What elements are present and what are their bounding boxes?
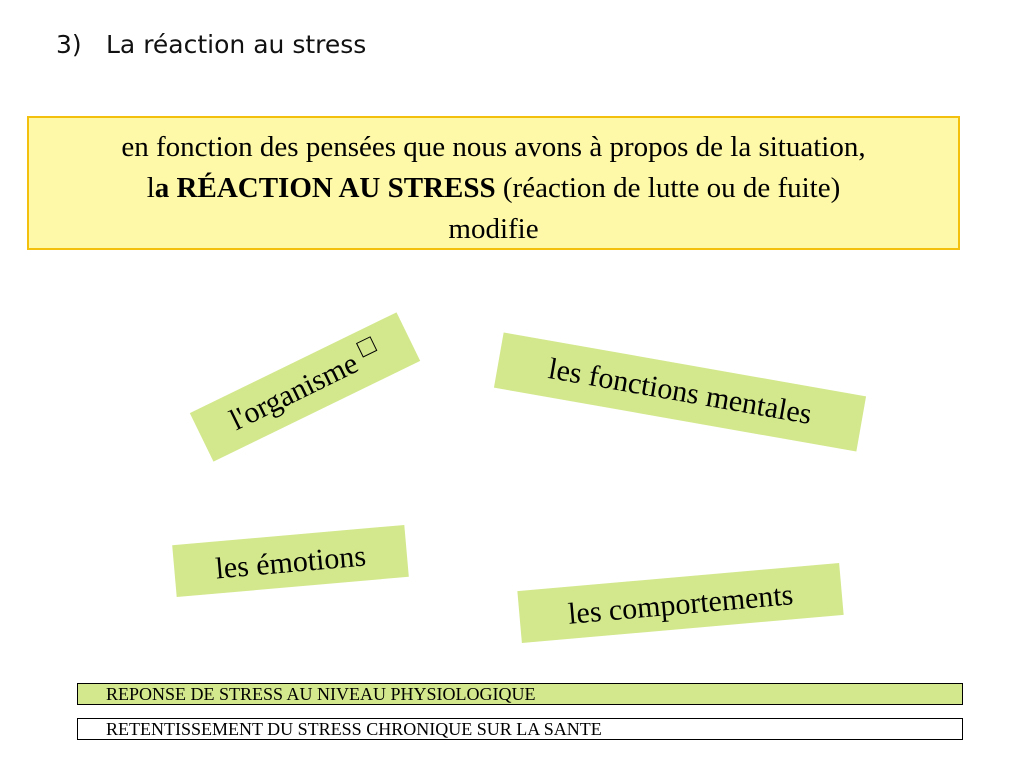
link-retentissement-sante-label: RETENTISSEMENT DU STRESS CHRONIQUE SUR LA SANTE xyxy=(106,719,602,739)
slide-title-text: La réaction au stress xyxy=(106,30,367,59)
tag-organisme-label: l'organisme xyxy=(224,346,364,437)
link-retentissement-sante[interactable] xyxy=(77,718,963,740)
intro-line-2-prefix: l xyxy=(146,172,155,204)
link-reponse-physiologique[interactable] xyxy=(77,683,963,705)
intro-line-3: modifie xyxy=(448,213,539,245)
tag-fonctions-mentales xyxy=(494,332,866,451)
tag-emotions xyxy=(172,525,409,597)
slide-title xyxy=(56,30,366,59)
tag-comportements xyxy=(517,563,843,643)
checkbox-icon xyxy=(356,336,377,357)
intro-box xyxy=(27,116,960,250)
intro-keyword: a RÉACTION AU STRESS xyxy=(154,172,496,204)
tag-emotions-label: les émotions xyxy=(214,539,368,586)
tag-organisme xyxy=(190,312,420,461)
link-reponse-physiologique-label: REPONSE DE STRESS AU NIVEAU PHYSIOLOGIQUE xyxy=(106,684,536,704)
slide-title-number: 3) xyxy=(56,30,82,59)
intro-line-2 xyxy=(29,168,958,209)
tag-comportements-label: les comportements xyxy=(566,578,795,631)
intro-line-1: en fonction des pensées que nous avons à propos de la situation, xyxy=(121,131,866,163)
tag-fonctions-mentales-label: les fonctions mentales xyxy=(545,352,815,431)
intro-line-2-suffix: (réaction de lutte ou de fuite) xyxy=(495,172,841,204)
